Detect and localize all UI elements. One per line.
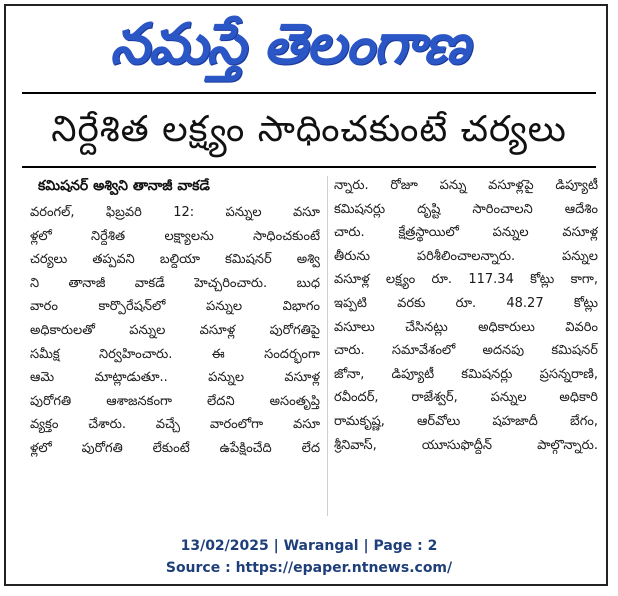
- clipping-source-line: Source : https://epaper.ntnews.com/: [165, 560, 453, 576]
- headline-rule-bottom: [22, 166, 596, 168]
- article-line: అధికారులతో పన్నుల వసూళ్ల పురోగతిపై: [30, 322, 320, 338]
- article-line: ని తానాజీ వాకడే హెచ్చరించారు. బుధ: [30, 275, 320, 291]
- article-line: సమీక్ష నిర్వహించారు. ఈ సందర్భంగా: [30, 346, 320, 362]
- article-line: పురోగతి ఆశాజనకంగా లేదని అసంతృప్తి: [30, 393, 320, 409]
- article-byline: కమిషనర్ అశ్విని తానాజీ వాకడే: [38, 178, 210, 194]
- article-line: రామకృష్ణ, ఆర్‌వోలు షహజాదీ బేగం,: [334, 413, 598, 429]
- article-line: ఇప్పటి వరకు రూ. 48.27 కోట్లు: [334, 295, 598, 311]
- article-column-left: [30, 201, 320, 461]
- article-line: చారు. సమావేశంలో అదనపు కమిషనర్: [334, 343, 598, 359]
- article-line: చర్యలు తప్పవని బల్దియా కమిషనర్ అశ్వి: [30, 252, 320, 268]
- headline-rule-top: [22, 92, 596, 94]
- article-line: న్నారు. రోజూ పన్ను వసూళ్లపై డిప్యూటీ: [334, 178, 598, 193]
- clipping-date-line: 13/02/2025 | Warangal | Page : 2: [180, 538, 438, 554]
- article-column-right: [334, 174, 598, 457]
- article-line: వసూలు చేసినట్లు అధికారులు వివరిం: [334, 319, 598, 335]
- article-line: జోనా, డిప్యూటీ కమిషనర్లు ప్రసన్నరాణి,: [334, 366, 598, 382]
- article-line: వారం కార్పొరేషన్‌లో పన్నుల విభాగం: [30, 299, 320, 315]
- article-line: రవీందర్, రాజేశ్వర్, పన్నుల అధికారి: [334, 390, 598, 406]
- article-line: ళ్లలో పురోగతి లేకుంటే ఉపేక్షించేది లేద: [30, 440, 320, 456]
- article-line: వసూళ్ల లక్ష్యం రూ. 117.34 కోట్లు కాగా,: [334, 272, 598, 288]
- article-line: ఆమె మాట్లాడుతూ.. పన్నుల వసూళ్ల: [30, 370, 320, 386]
- article-line: ళ్లలో నిర్దేశిత లక్ష్యాలను సాధించకుంటే: [30, 228, 320, 244]
- article-line: తీరును పరిశీలించాలన్నారు. పన్నుల: [334, 248, 598, 264]
- article-headline: నిర్దేశిత లక్ష్యం సాధించకుంటే చర్యలు: [51, 109, 567, 150]
- article-line: చారు. క్షేత్రస్థాయిలో పన్నుల వసూళ్ల: [334, 225, 598, 241]
- newspaper-masthead: నమస్తే తెలంగాణ: [110, 12, 469, 77]
- article-line: వ్యక్తం చేశారు. వచ్చే వారంలోగా వసూ: [30, 417, 320, 433]
- article-line: వరంగల్, ఫిబ్రవరి 12: పన్నుల వసూ: [30, 205, 320, 220]
- column-divider: [327, 176, 328, 516]
- article-line: కమిషనర్లు దృష్టి సారించాలని ఆదేశిం: [334, 201, 598, 217]
- article-line: శ్రీనివాస్, యూసుఫొద్దీన్ పాల్గొన్నారు.: [334, 437, 598, 453]
